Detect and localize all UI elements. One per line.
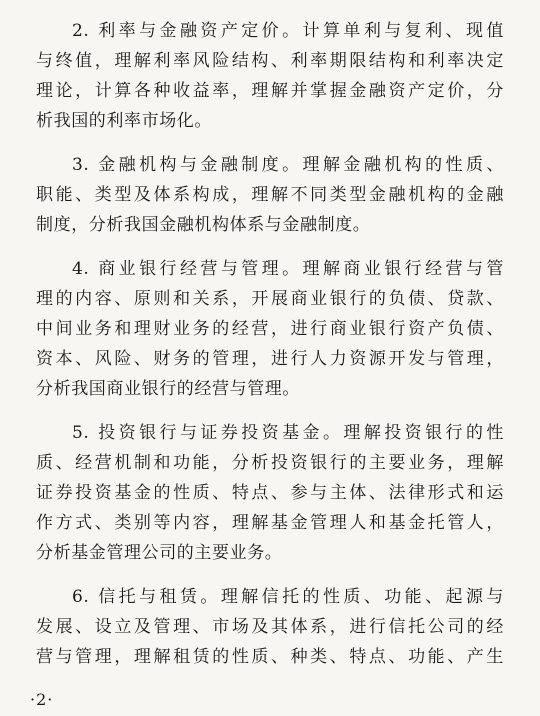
paragraph-financial-institutions [36,150,504,240]
text-line: 6. 信托与租赁。理解信托的性质、功能、起源与 [72,587,504,607]
text-line: 质、经营机制和功能，分析投资银行的主要业务，理解 [36,453,504,473]
text-line: 分析我国商业银行的经营与管理。 [36,379,300,399]
paragraph-trust-leasing [36,582,504,672]
text-line: 4. 商业银行经营与管理。理解商业银行经营与管 [72,259,504,279]
text-line: 营与管理，理解租赁的性质、种类、特点、功能、产生 [36,647,504,667]
text-line: 与终值，理解利率风险结构、利率期限结构和利率决定 [36,51,504,71]
text-line: 理论，计算各种收益率，理解并掌握金融资产定价，分 [36,81,504,101]
text-line: 5. 投资银行与证券投资基金。理解投资银行的性 [72,423,504,443]
text-line: 证券投资基金的性质、特点、参与主体、法律形式和运 [36,483,504,503]
text-line: 分析基金管理公司的主要业务。 [36,543,283,563]
text-line: 中间业务和理财业务的经营，进行商业银行资产负债、 [36,319,504,339]
paragraph-commercial-banks [36,254,504,404]
text-line: 2. 利率与金融资产定价。计算单利与复利、现值 [72,21,504,41]
document-body [36,16,504,686]
text-line: 发展、设立及管理、市场及其体系，进行信托公司的经 [36,617,504,637]
text-line: 职能、类型及体系构成，理解不同类型金融机构的金融 [36,185,504,205]
text-line: 制度，分析我国金融机构体系与金融制度。 [36,215,371,235]
text-line: 作方式、类别等内容，理解基金管理人和基金托管人， [36,513,504,533]
text-line: 析我国的利率市场化。 [36,111,212,131]
page-number: ·2· [30,690,54,709]
text-line: 资本、风险、财务的管理，进行人力资源开发与管理， [36,349,504,369]
paragraph-interest-rate [36,16,504,136]
text-line: 3. 金融机构与金融制度。理解金融机构的性质、 [72,155,504,175]
text-line: 理的内容、原则和关系，开展商业银行的负债、贷款、 [36,289,504,309]
paragraph-investment-banks [36,418,504,568]
